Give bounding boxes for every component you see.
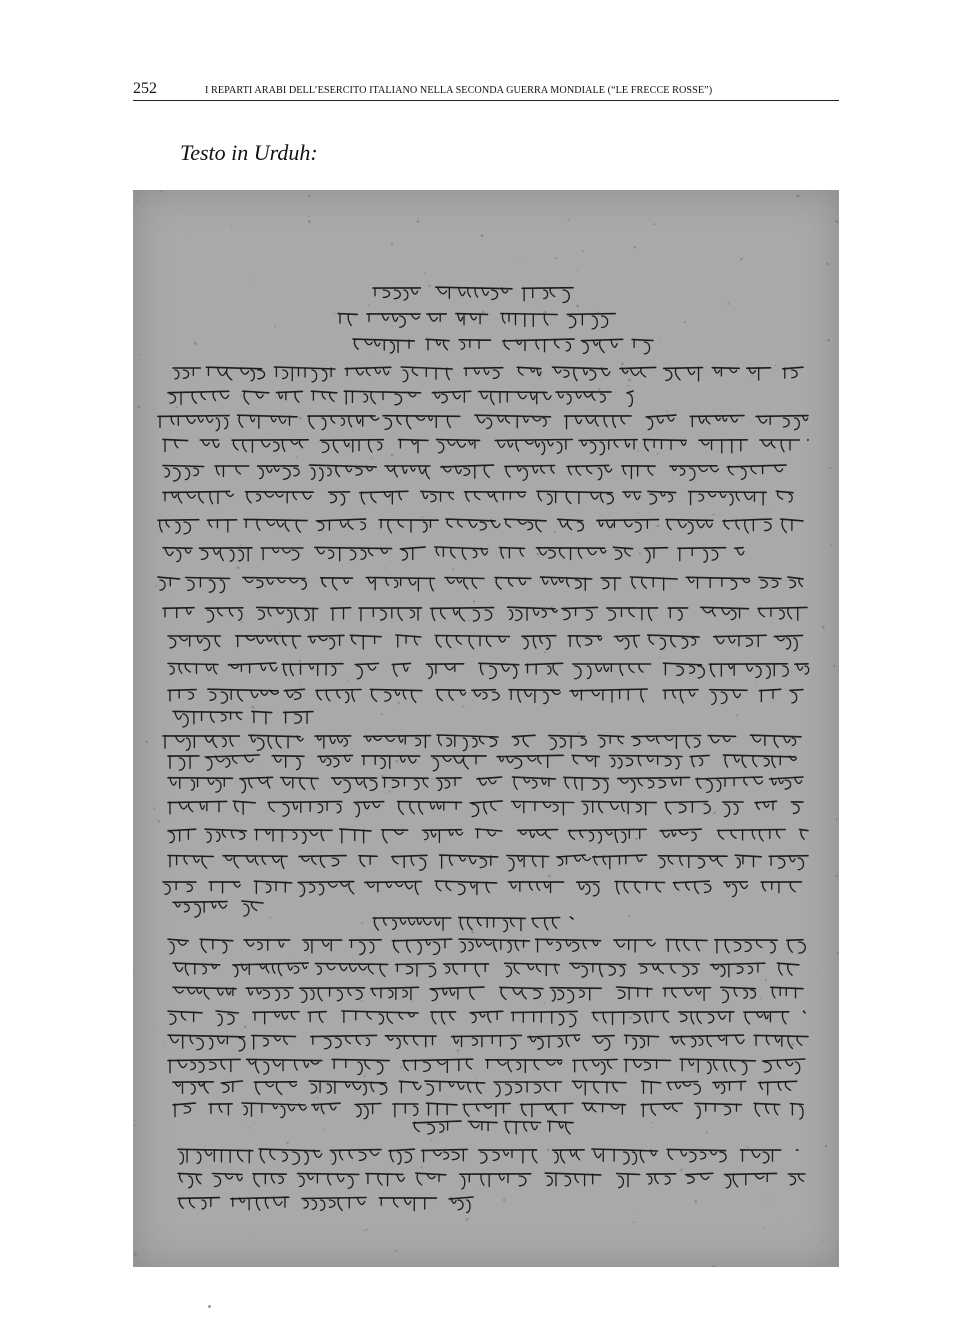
handwriting-line: [178, 1149, 798, 1164]
handwriting-line: [163, 881, 802, 896]
handwriting-line: [158, 519, 803, 534]
handwriting-line: [168, 801, 803, 817]
handwriting-line: [168, 391, 633, 406]
handwriting-line: [373, 917, 573, 932]
handwriting-line: [173, 987, 803, 1003]
handwriting-line: [353, 339, 653, 354]
page-number: 252: [133, 80, 157, 97]
handwriting-line: [163, 547, 744, 563]
handwriting-line: [173, 711, 313, 727]
handwriting-line: [168, 1011, 805, 1027]
handwriting-line: [168, 1059, 805, 1075]
running-head: [133, 80, 839, 101]
handwriting-line: [173, 1081, 797, 1096]
handwriting-line: [338, 314, 615, 329]
handwriting-line: [173, 963, 799, 977]
handwritten-scan-icon: [133, 190, 839, 1267]
handwriting-line: [168, 635, 803, 651]
handwriting-line: [173, 1103, 803, 1119]
running-title: I REPARTI ARABI DELL’ESERCITO ITALIANO NELLA SECONDA GUERRA MONDIALE (“LE FRECCE ROSSE”): [205, 85, 713, 96]
handwriting-line: [163, 735, 801, 751]
handwriting-line: [158, 415, 808, 431]
manuscript-scan: [133, 190, 839, 1267]
handwriting-line: [413, 1121, 573, 1134]
handwriting-line: [163, 465, 786, 481]
handwriting-line: [168, 829, 808, 843]
handwriting-line: [168, 855, 808, 871]
handwriting-line: [163, 607, 807, 622]
handwriting-line: [168, 939, 805, 954]
handwriting-line: [173, 901, 263, 917]
handwriting-line: [178, 1197, 473, 1213]
handwriting-line: [163, 491, 793, 505]
handwriting-line: [173, 367, 803, 382]
handwriting-line: [373, 287, 573, 302]
handwriting-line: [158, 577, 803, 593]
section-caption: Testo in Urduh:: [180, 140, 318, 165]
handwriting-line: [168, 689, 803, 704]
handwriting-line: [168, 777, 803, 793]
handwriting-line: [168, 663, 809, 679]
handwriting-line: [168, 1035, 808, 1051]
handwriting-line: [163, 439, 808, 454]
stray-mark: [208, 1305, 211, 1308]
handwriting-line: [178, 1173, 805, 1189]
